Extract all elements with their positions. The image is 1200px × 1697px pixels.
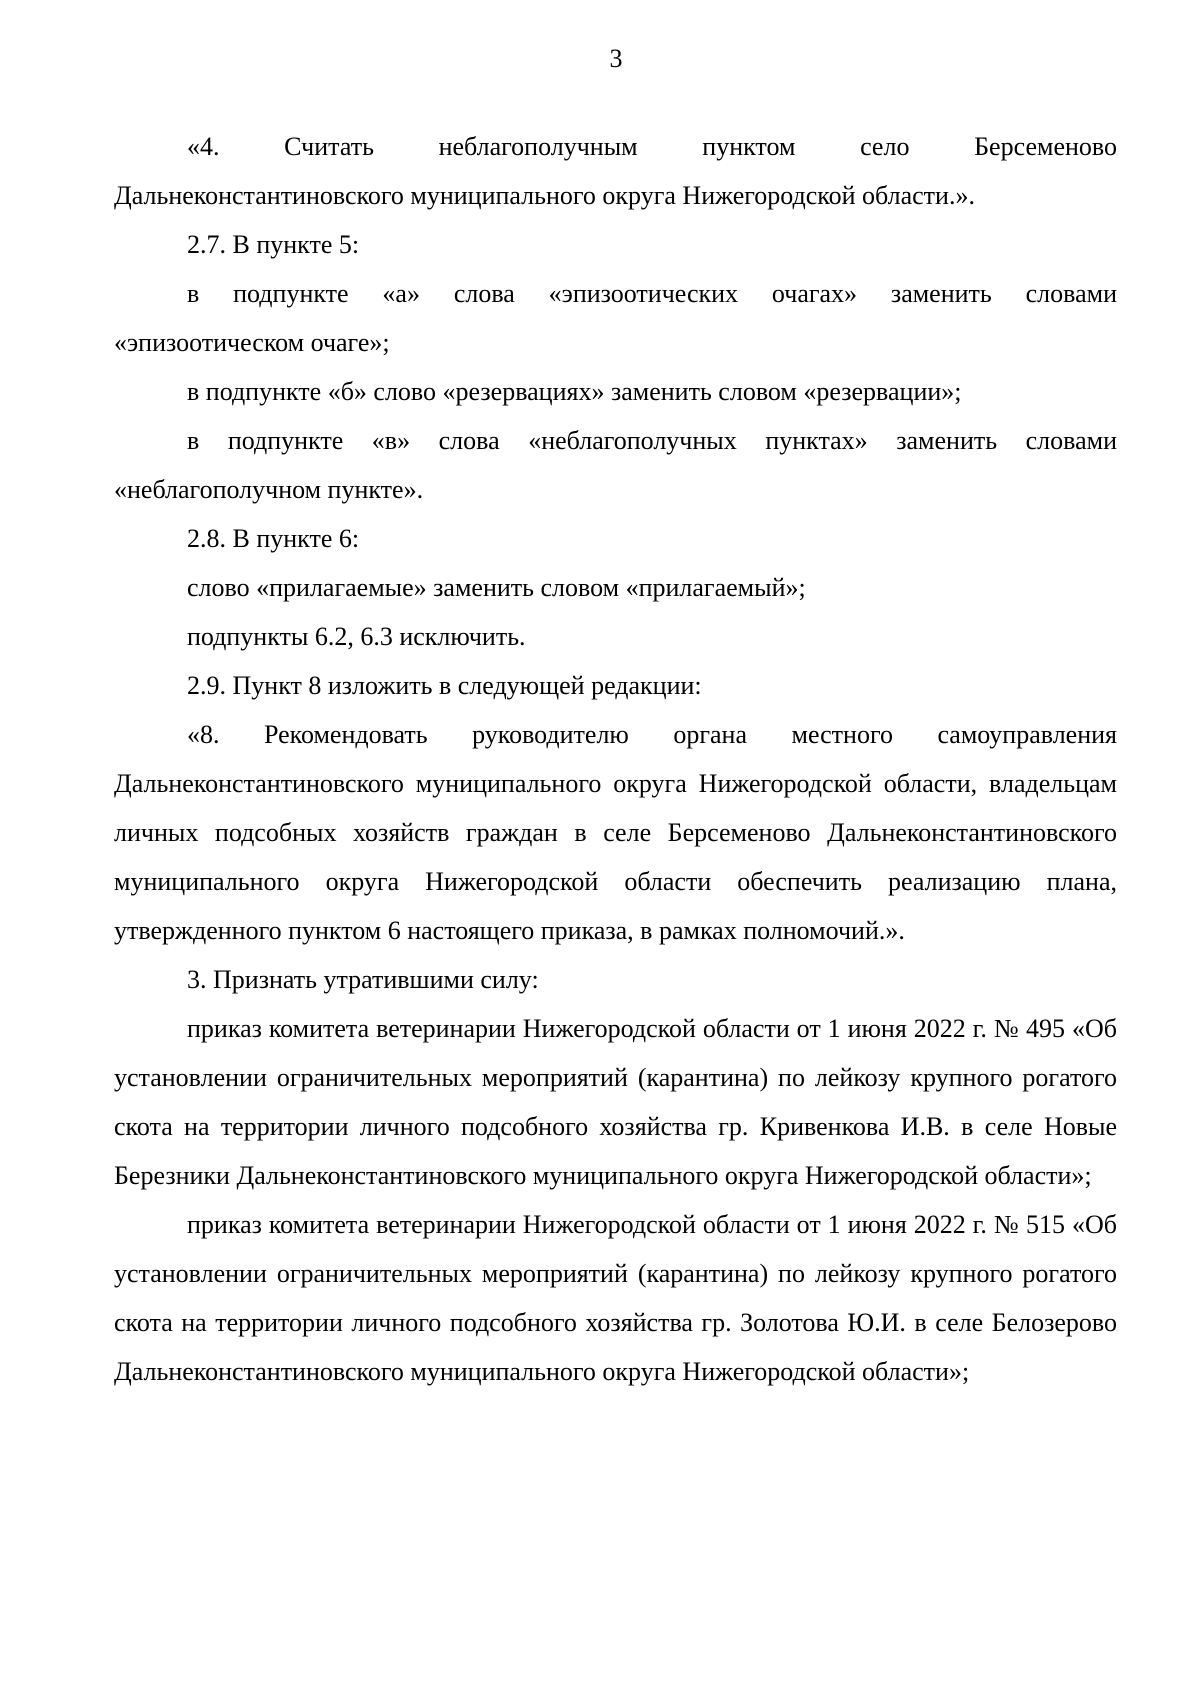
paragraph-order-495: приказ комитета ветеринарии Нижегородской области от 1 июня 2022 г. № 495 «Об установлении ограничительных мероприятий (карантина) по лейкозу крупного рогатого скота на территории личного подсобного хозяйства гр. Кривенкова И.В. в селе Новые Березники Дальнеконстантиновского муниципального округа Нижегородской области»; xyxy=(114,1014,1117,1190)
paragraph-2-9-heading: 2.9. Пункт 8 изложить в следующей редакции: xyxy=(187,671,702,700)
paragraph-2-7-heading: 2.7. В пункте 5: xyxy=(187,230,360,259)
page-number: 3 xyxy=(609,44,623,73)
paragraph-subitem-b: в подпункте «б» слово «резервациях» заменить словом «резервации»; xyxy=(187,377,962,406)
paragraph-subitem-v: в подпункте «в» слова «неблагополучных пунктах» заменить словами «неблагополучном пункте». xyxy=(114,426,1117,504)
document-body xyxy=(114,122,1117,1396)
paragraph-word-replacement: слово «прилагаемые» заменить словом «прилагаемый»; xyxy=(187,573,806,602)
paragraph-subitem-a: в подпункте «а» слова «эпизоотических очагах» заменить словами «эпизоотическом очаге»; xyxy=(114,279,1117,357)
paragraph-item-8-text: «8. Рекомендовать руководителю органа местного самоуправления Дальнеконстантиновского муниципального округа Нижегородской области, владельцам личных подсобных хозяйств граждан в селе Берсеменово Дальнеконстантиновского муниципального округа Нижегородской области обеспечить реализацию плана, утвержденного пунктом 6 настоящего приказа, в рамках полномочий.». xyxy=(114,720,1117,945)
paragraph-3-heading: 3. Признать утратившими силу: xyxy=(187,965,539,994)
paragraph-2-8-heading: 2.8. В пункте 6: xyxy=(187,524,360,553)
paragraph-item-4-text: «4. Считать неблагополучным пунктом село Берсеменово Дальнеконстантиновского муниципального округа Нижегородской области.». xyxy=(114,132,1117,210)
paragraph-subitems-exclude: подпункты 6.2, 6.3 исключить. xyxy=(187,622,526,651)
paragraph-order-515: приказ комитета ветеринарии Нижегородской области от 1 июня 2022 г. № 515 «Об установлении ограничительных мероприятий (карантина) по лейкозу крупного рогатого скота на территории личного подсобного хозяйства гр. Золотова Ю.И. в селе Белозерово Дальнеконстантиновского муниципального округа Нижегородской области»; xyxy=(114,1210,1117,1386)
